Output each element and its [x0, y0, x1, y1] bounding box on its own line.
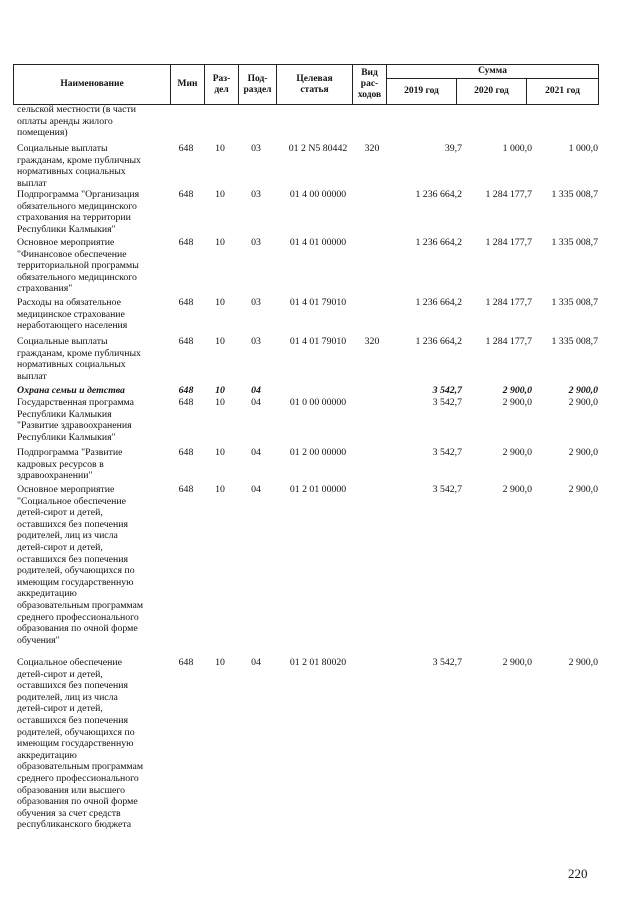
- cell-celevaya: 01 4 01 79010: [289, 336, 347, 347]
- cell-podrazdel: 03: [251, 237, 261, 248]
- row-name: Основное мероприятие "Социальное обеспечение детей-сирот и детей, оставшихся без попечения родителей, лиц из числа детей-сирот и детей, оставшихся без попечения родителей, обучающихся по имеющим государственную аккредитацию образовательным программам среднего профессионального образования по очной форме обучения": [17, 484, 144, 646]
- cell-podrazdel: 04: [251, 657, 261, 668]
- cell-2021: 2 900,0: [568, 385, 598, 396]
- table-header: [13, 64, 599, 105]
- page-number: 220: [568, 866, 588, 881]
- cell-2020: 2 900,0: [502, 385, 532, 396]
- row-name: Социальное обеспечение детей-сирот и детей, оставшихся без попечения родителей, лиц из числа детей-сирот и детей, оставшихся без попечения родителей, обучающихся по имеющим государственную аккредитацию образовательным программам среднего профессионального образования или высшего образования по очной форме обучения за счет средств республиканского бюджета: [17, 657, 144, 831]
- cell-podrazdel: 04: [251, 484, 261, 495]
- header-podrazdel: Под- раздел: [239, 65, 277, 105]
- cell-2021: 1 335 008,7: [551, 297, 598, 308]
- header-min: Мин: [171, 65, 205, 105]
- cell-2019: 3 542,7: [432, 657, 462, 668]
- header-vid: Вид рас- ходов: [353, 65, 387, 105]
- header-year-2019: 2019 год: [387, 79, 457, 105]
- cell-podrazdel: 04: [251, 447, 261, 458]
- cell-min: 648: [178, 297, 194, 308]
- cell-2019: 1 236 664,2: [415, 297, 462, 308]
- cell-podrazdel: 03: [251, 336, 261, 347]
- cell-min: 648: [178, 385, 194, 396]
- cell-podrazdel: 03: [251, 143, 261, 154]
- row-name: Социальные выплаты гражданам, кроме публичных нормативных социальных выплат: [17, 143, 141, 189]
- row-name: Подпрограмма "Развитие кадровых ресурсов в здравоохранении": [17, 447, 123, 482]
- cell-celevaya: 01 2 N5 80442: [288, 143, 348, 154]
- cell-min: 648: [178, 657, 194, 668]
- cell-2020: 2 900,0: [502, 484, 532, 495]
- cell-vid: 320: [364, 336, 380, 347]
- row-name: Государственная программа Республики Калмыкия "Развитие здравоохранения Республики Калмыкия": [17, 397, 134, 443]
- cell-2021: 1 335 008,7: [551, 336, 598, 347]
- cell-2020: 1 284 177,7: [485, 237, 532, 248]
- cell-razdel: 10: [215, 447, 225, 458]
- cell-podrazdel: 04: [251, 385, 261, 396]
- header-year-2021: 2021 год: [527, 79, 599, 105]
- cell-2020: 2 900,0: [502, 447, 532, 458]
- cell-2021: 1 335 008,7: [551, 237, 598, 248]
- header-celevaya: Целевая статья: [277, 65, 353, 105]
- header-razdel: Раз- дел: [205, 65, 239, 105]
- cell-2019: 1 236 664,2: [415, 189, 462, 200]
- header-year-2020: 2020 год: [457, 79, 527, 105]
- row-name: Социальные выплаты гражданам, кроме публичных нормативных социальных выплат: [17, 336, 141, 382]
- cell-podrazdel: 04: [251, 397, 261, 408]
- header-name: Наименование: [14, 65, 171, 105]
- cell-razdel: 10: [215, 484, 225, 495]
- cell-min: 648: [178, 143, 194, 154]
- cell-2020: 1 000,0: [502, 143, 532, 154]
- cell-min: 648: [178, 189, 194, 200]
- cell-2020: 1 284 177,7: [485, 297, 532, 308]
- cell-2019: 1 236 664,2: [415, 237, 462, 248]
- cell-razdel: 10: [215, 143, 225, 154]
- row-name: Основное мероприятие "Финансовое обеспечение территориальной программы обязательного медицинского страхования": [17, 237, 139, 295]
- row-name: Подпрограмма "Организация обязательного медицинского страхования на территории Республики Калмыкия": [17, 189, 140, 235]
- cell-min: 648: [178, 397, 194, 408]
- cell-celevaya: 01 0 00 00000: [289, 397, 347, 408]
- row-name: Охрана семьи и детства: [17, 385, 125, 396]
- cell-2019: 3 542,7: [432, 397, 462, 408]
- row-name: Расходы на обязательное медицинское страхование неработающего населения: [17, 297, 128, 332]
- cell-2020: 1 284 177,7: [485, 336, 532, 347]
- cell-2020: 2 900,0: [502, 397, 532, 408]
- cell-2021: 2 900,0: [568, 397, 598, 408]
- cell-2019: 1 236 664,2: [415, 336, 462, 347]
- cell-2021: 1 000,0: [568, 143, 598, 154]
- cell-2020: 2 900,0: [502, 657, 532, 668]
- header-summa: Сумма: [387, 65, 599, 79]
- cell-razdel: 10: [215, 237, 225, 248]
- cell-2019: 3 542,7: [432, 385, 462, 396]
- cell-razdel: 10: [215, 657, 225, 668]
- cell-celevaya: 01 4 01 79010: [289, 297, 347, 308]
- cell-podrazdel: 03: [251, 189, 261, 200]
- cell-2020: 1 284 177,7: [485, 189, 532, 200]
- cell-min: 648: [178, 237, 194, 248]
- cell-celevaya: 01 2 00 00000: [289, 447, 347, 458]
- row-name: сельской местности (в части оплаты аренды жилого помещения): [17, 104, 136, 139]
- cell-2021: 2 900,0: [568, 484, 598, 495]
- cell-2019: 3 542,7: [432, 484, 462, 495]
- cell-razdel: 10: [215, 297, 225, 308]
- cell-celevaya: 01 2 01 00000: [289, 484, 347, 495]
- cell-min: 648: [178, 447, 194, 458]
- cell-celevaya: 01 4 01 00000: [289, 237, 347, 248]
- cell-2019: 39,7: [444, 143, 462, 154]
- cell-2021: 1 335 008,7: [551, 189, 598, 200]
- cell-2021: 2 900,0: [568, 447, 598, 458]
- cell-min: 648: [178, 484, 194, 495]
- cell-2019: 3 542,7: [432, 447, 462, 458]
- cell-celevaya: 01 4 00 00000: [289, 189, 347, 200]
- cell-razdel: 10: [215, 336, 225, 347]
- cell-razdel: 10: [215, 189, 225, 200]
- cell-podrazdel: 03: [251, 297, 261, 308]
- cell-celevaya: 01 2 01 80020: [289, 657, 347, 668]
- cell-2021: 2 900,0: [568, 657, 598, 668]
- cell-min: 648: [178, 336, 194, 347]
- cell-vid: 320: [364, 143, 380, 154]
- cell-razdel: 10: [215, 397, 225, 408]
- cell-razdel: 10: [215, 385, 225, 396]
